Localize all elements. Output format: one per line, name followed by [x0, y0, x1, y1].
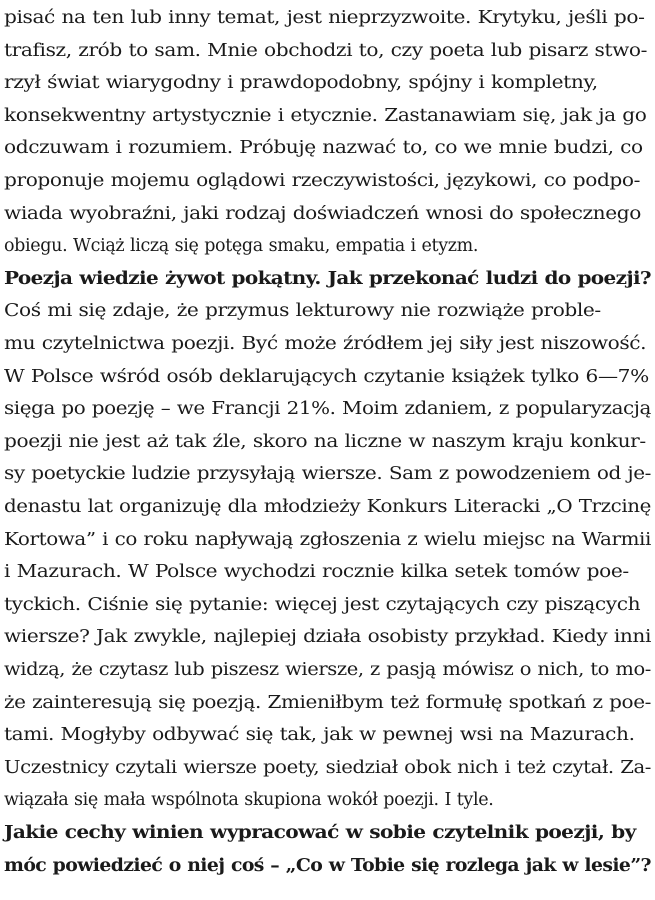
line-text: tami. Mogłyby odbywać się tak, jak w pewnej wsi na Mazurach. [4, 725, 635, 746]
line-text: rzył świat wiarygodny i prawdopodobny, spójny i kompletny, [4, 73, 598, 94]
question-heading-line [4, 850, 651, 882]
line-text: wiada wyobraźni, jaki rodzaj doświadczeń wnosi do społecznego [4, 203, 641, 224]
line-text: konsekwentny artystycznie i etycznie. Zastanawiam się, jak ja go [4, 105, 647, 126]
line-text: że zainteresują się poezją. Zmieniłbym też formułę spotkań z poe- [4, 692, 652, 713]
body-text-line [4, 67, 651, 99]
body-text-line [4, 426, 651, 458]
body-text-line [4, 719, 651, 751]
question-heading-line [4, 817, 651, 849]
body-text-line [4, 621, 651, 653]
line-text: obiegu. Wciąż liczą się potęga smaku, empatia i etyzm. [4, 236, 479, 257]
line-text: Uczestnicy czytali wiersze poety, siedział obok nich i też czytał. Za- [4, 757, 652, 778]
line-text: wiersze? Jak zwykle, najlepiej działa osobisty przykład. Kiedy inni [4, 627, 651, 648]
body-text-line [4, 230, 651, 262]
body-text-line [4, 654, 651, 686]
body-text-line [4, 35, 651, 67]
line-text: proponuje mojemu oglądowi rzeczywistości, językowi, co podpo- [4, 171, 641, 191]
line-text: i Mazurach. W Polsce wychodzi rocznie kilka setek tomów poe- [4, 562, 629, 583]
body-text-line [4, 491, 651, 523]
body-text-line [4, 458, 651, 490]
body-text-line [4, 393, 651, 425]
body-text-line [4, 524, 651, 556]
line-text: sięga po poezję – we Francji 21%. Moim zdaniem, z popularyzacją [4, 399, 651, 420]
line-text: móc powiedzieć o niej coś – „Co w Tobie się rozlega jak w lesie”? [4, 855, 651, 876]
line-text: tyckich. Ciśnie się pytanie: więcej jest czytających czy piszących [4, 594, 641, 615]
line-text: Kortowa” i co roku napływają zgłoszenia z wielu miejsc na Warmii [4, 529, 651, 550]
body-text-line [4, 361, 651, 393]
line-text: sy poetyckie ludzie przysyłają wiersze. Sam z powodzeniem od je- [4, 464, 652, 485]
line-text: wiązała się mała wspólnota skupiona wokół poezji. I tyle. [4, 790, 494, 811]
body-text-line [4, 100, 651, 132]
line-text: mu czytelnictwa poezji. Być może źródłem jej siły jest niszowość. [4, 334, 647, 354]
body-text-line [4, 687, 651, 719]
line-text: trafisz, zrób to sam. Mnie obchodzi to, czy poeta lub pisarz stwo- [4, 40, 648, 61]
body-text-line [4, 295, 651, 327]
line-text: W Polsce wśród osób deklarujących czytanie książek tylko 6—7% [4, 366, 649, 387]
body-text-line [4, 752, 651, 784]
body-text-line [4, 784, 651, 816]
body-text-line [4, 132, 651, 164]
line-text: odczuwam i rozumiem. Próbuję nazwać to, co we mnie budzi, co [4, 138, 643, 159]
line-text: pisać na ten lub inny temat, jest nieprzyzwoite. Krytyku, jeśli po- [4, 8, 645, 28]
line-text: poezji nie jest aż tak źle, skoro na liczne w naszym kraju konkur- [4, 431, 646, 452]
line-text: widzą, że czytasz lub piszesz wiersze, z pasją mówisz o nich, to mo- [4, 660, 651, 680]
body-text-line [4, 556, 651, 588]
body-text-line [4, 589, 651, 621]
line-text: Poezja wiedzie żywot pokątny. Jak przekonać ludzi do poezji? [4, 268, 652, 289]
body-text-line [4, 328, 651, 360]
line-text: Jakie cechy winien wypracować w sobie czytelnik poezji, by [4, 823, 636, 843]
body-text-line [4, 165, 651, 197]
question-heading-line [4, 263, 651, 295]
body-text-line [4, 198, 651, 230]
line-text: denastu lat organizuję dla młodzieży Konkurs Literacki „O Trzcinę [4, 497, 651, 517]
body-text-line [4, 2, 651, 34]
line-text: Coś mi się zdaje, że przymus lekturowy nie rozwiąże proble- [4, 301, 601, 322]
